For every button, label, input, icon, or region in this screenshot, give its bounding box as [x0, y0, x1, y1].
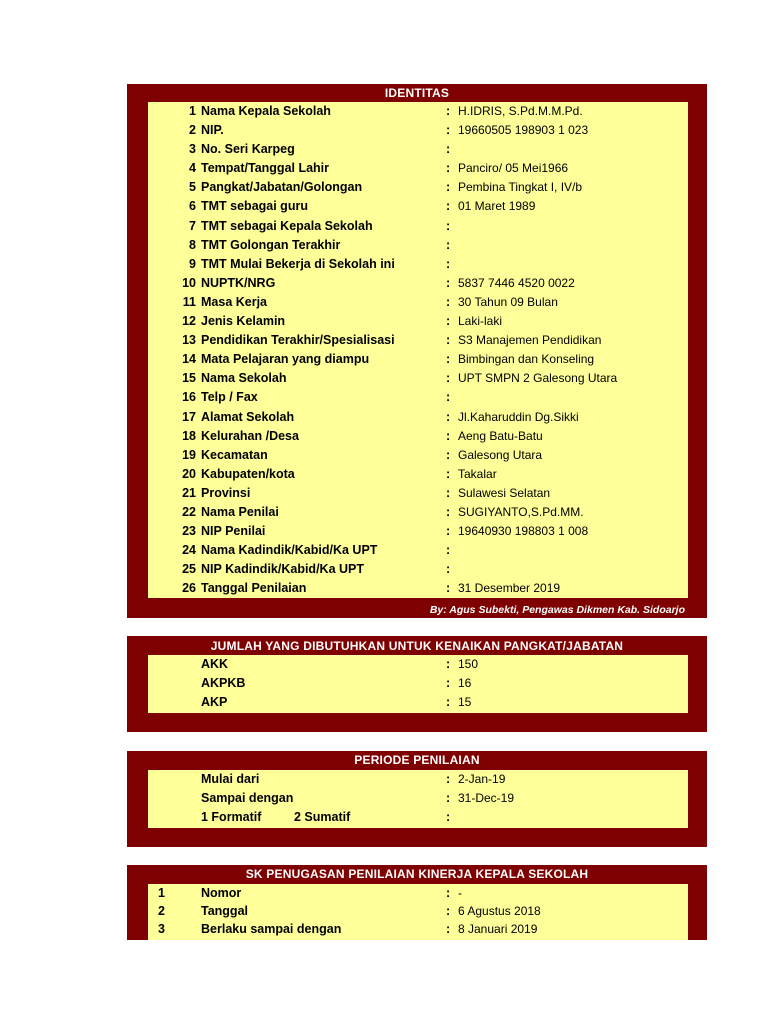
row-number: 10: [182, 275, 196, 290]
row-value: 31 Desember 2019: [458, 581, 561, 596]
row-label: NIP Penilai: [201, 524, 266, 539]
row-number: 11: [182, 294, 196, 309]
row-number: 26: [182, 581, 196, 596]
colon: :: [446, 199, 451, 214]
table-row: [148, 920, 688, 938]
colon: :: [446, 256, 451, 271]
row-number: 13: [182, 333, 196, 348]
row-value: Pembina Tingkat I, IV/b: [458, 180, 583, 195]
table-row: [148, 140, 688, 159]
colon: :: [446, 904, 451, 918]
row-value: Laki-laki: [458, 314, 503, 329]
table-row: [148, 255, 688, 274]
row-value: SUGIYANTO,S.Pd.MM.: [458, 504, 584, 519]
row-number: 5: [189, 180, 196, 195]
row-number: 25: [182, 562, 196, 577]
jumlah-panel: [127, 636, 707, 732]
row-value: UPT SMPN 2 Galesong Utara: [458, 371, 618, 386]
row-value: 8 Januari 2019: [458, 922, 538, 936]
table-row: [148, 902, 688, 920]
table-row: [148, 541, 688, 560]
row-number: 20: [182, 466, 196, 481]
table-row: [148, 293, 688, 312]
sk-title: SK PENUGASAN PENILAIAN KINERJA KEPALA SEKOLAH: [245, 867, 589, 881]
table-row: [148, 674, 688, 693]
colon: :: [446, 237, 451, 252]
colon: :: [446, 142, 451, 157]
colon: :: [446, 466, 451, 481]
colon: :: [446, 791, 451, 805]
row-number: 19: [182, 447, 196, 462]
colon: :: [446, 581, 451, 596]
row-value: Galesong Utara: [458, 447, 543, 462]
row-label: TMT Mulai Bekerja di Sekolah ini: [201, 256, 395, 271]
row-label: AKPKB: [201, 676, 246, 690]
row-label: Mulai dari: [201, 772, 260, 786]
row-label: TMT Golongan Terakhir: [201, 237, 341, 252]
identitas-body: [148, 102, 688, 598]
row-value: 6 Agustus 2018: [458, 904, 541, 918]
row-value: 15: [458, 695, 472, 709]
colon: :: [446, 524, 451, 539]
colon: :: [446, 218, 451, 233]
row-value: H.IDRIS, S.Pd.M.M.Pd.: [458, 104, 583, 118]
colon: :: [446, 104, 451, 118]
colon: :: [446, 543, 451, 558]
row-label: NUPTK/NRG: [201, 275, 276, 290]
colon: :: [446, 485, 451, 500]
table-row: [148, 693, 688, 712]
row-label: Jenis Kelamin: [201, 314, 286, 329]
periode-body: [148, 770, 688, 828]
row-label: Masa Kerja: [201, 294, 268, 309]
jumlah-title: JUMLAH YANG DIBUTUHKAN UNTUK KENAIKAN PANGKAT/JABATAN: [210, 639, 624, 653]
colon: :: [446, 352, 451, 367]
table-row: [148, 102, 688, 121]
colon: :: [446, 676, 451, 690]
row-label: AKK: [201, 657, 229, 671]
row-label: Tempat/Tanggal Lahir: [201, 161, 330, 176]
colon: :: [446, 504, 451, 519]
colon: :: [446, 657, 451, 671]
colon: :: [446, 428, 451, 443]
row-label: Tanggal Penilaian: [201, 581, 307, 596]
row-number: 1: [158, 886, 165, 900]
row-label: Nama Sekolah: [201, 371, 287, 386]
row-label: Kabupaten/kota: [201, 466, 295, 481]
colon: :: [446, 447, 451, 462]
colon: :: [446, 772, 451, 786]
colon: :: [446, 390, 451, 405]
row-label: Nama Kepala Sekolah: [201, 104, 331, 118]
table-row: [148, 446, 688, 465]
colon: :: [446, 333, 451, 348]
table-row: [148, 484, 688, 503]
table-row: [148, 789, 688, 808]
table-row: [148, 159, 688, 178]
row-value: 30 Tahun 09 Bulan: [458, 294, 558, 309]
table-row: [148, 369, 688, 388]
row-number: 22: [182, 504, 196, 519]
row-number: 17: [182, 409, 196, 424]
table-row: [148, 178, 688, 197]
row-value: 19640930 198803 1 008: [458, 524, 589, 539]
row-number: 9: [189, 256, 196, 271]
periode-panel: [127, 751, 707, 847]
row-value: Bimbingan dan Konseling: [458, 352, 595, 367]
table-row: [148, 388, 688, 407]
row-label: NIP.: [201, 123, 224, 138]
table-row: [148, 560, 688, 579]
row-value: 16: [458, 676, 472, 690]
colon: :: [446, 922, 451, 936]
row-label: Kelurahan /Desa: [201, 428, 299, 443]
row-number: 7: [189, 218, 196, 233]
row-label: Telp / Fax: [201, 390, 258, 405]
table-row: [148, 331, 688, 350]
row-label: TMT sebagai guru: [201, 199, 308, 214]
row-value: 19660505 198903 1 023: [458, 123, 589, 138]
sk-panel: [127, 865, 707, 940]
periode-type-row: [148, 808, 688, 827]
colon: :: [446, 161, 451, 176]
row-number: 14: [182, 352, 196, 367]
table-row: [148, 121, 688, 140]
row-value: Sulawesi Selatan: [458, 485, 551, 500]
sumatif-label: 2 Sumatif: [294, 810, 351, 824]
table-row: [148, 197, 688, 216]
row-number: 21: [182, 485, 196, 500]
table-row: [148, 655, 688, 674]
table-row: [148, 236, 688, 255]
credit-text: By: Agus Subekti, Pengawas Dikmen Kab. Sidoarjo: [429, 604, 685, 616]
row-label: Nama Penilai: [201, 504, 279, 519]
row-number: 18: [182, 428, 196, 443]
row-label: Nomor: [201, 886, 242, 900]
row-label: Nama Kadindik/Kabid/Ka UPT: [201, 543, 378, 558]
row-value: Panciro/ 05 Mei1966: [458, 161, 569, 176]
colon: :: [446, 123, 451, 138]
row-number: 16: [182, 390, 196, 405]
row-number: 2: [189, 123, 196, 138]
row-number: 4: [189, 161, 196, 176]
row-value: Aeng Batu-Batu: [458, 428, 543, 443]
table-row: [148, 522, 688, 541]
row-number: 3: [189, 142, 196, 157]
row-label: No. Seri Karpeg: [201, 142, 295, 157]
colon: :: [446, 695, 451, 709]
row-label: Kecamatan: [201, 447, 268, 462]
colon: :: [446, 562, 451, 577]
row-label: Pangkat/Jabatan/Golongan: [201, 180, 363, 195]
colon: :: [446, 275, 451, 290]
row-label: Sampai dengan: [201, 791, 294, 805]
colon: :: [446, 886, 451, 900]
row-label: Mata Pelajaran yang diampu: [201, 352, 370, 367]
row-value: 2-Jan-19: [458, 772, 506, 786]
table-row: [148, 350, 688, 369]
sk-body: [148, 884, 688, 940]
row-label: AKP: [201, 695, 228, 709]
row-number: 1: [189, 104, 196, 118]
periode-title: PERIODE PENILAIAN: [354, 753, 480, 767]
row-value: -: [458, 886, 462, 900]
table-row: [148, 503, 688, 522]
row-number: 6: [189, 199, 196, 214]
table-row: [148, 274, 688, 293]
row-label: Tanggal: [201, 904, 248, 918]
colon: :: [446, 314, 451, 329]
identitas-panel: [127, 84, 707, 618]
table-row: [148, 427, 688, 446]
row-number: 2: [158, 904, 165, 918]
row-number: 23: [182, 524, 196, 539]
table-row: [148, 884, 688, 902]
identitas-title: IDENTITAS: [384, 86, 450, 100]
row-number: 12: [182, 314, 196, 329]
jumlah-body: [148, 655, 688, 713]
row-number: 15: [182, 371, 196, 386]
row-label: NIP Kadindik/Kabid/Ka UPT: [201, 562, 364, 577]
row-value: Jl.Kaharuddin Dg.Sikki: [458, 409, 579, 424]
row-number: 24: [182, 543, 196, 558]
row-value: 01 Maret 1989: [458, 199, 536, 214]
table-row: [148, 312, 688, 331]
row-label: Berlaku sampai dengan: [201, 922, 342, 936]
row-label: TMT sebagai Kepala Sekolah: [201, 218, 373, 233]
row-value: 150: [458, 657, 479, 671]
colon: :: [446, 371, 451, 386]
row-value: 5837 7446 4520 0022: [458, 275, 575, 290]
colon: :: [446, 180, 451, 195]
colon: :: [446, 294, 451, 309]
row-number: 8: [189, 237, 196, 252]
table-row: [148, 465, 688, 484]
row-label: Provinsi: [201, 485, 251, 500]
table-row: [148, 579, 688, 598]
formatif-label: 1 Formatif: [201, 810, 262, 824]
row-value: Takalar: [458, 466, 497, 481]
row-value: 31-Dec-19: [458, 791, 515, 805]
row-number: 3: [158, 922, 165, 936]
table-row: [148, 408, 688, 427]
table-row: [148, 217, 688, 236]
row-value: S3 Manajemen Pendidikan: [458, 333, 602, 348]
colon: :: [446, 409, 451, 424]
table-row: [148, 770, 688, 789]
row-label: Alamat Sekolah: [201, 409, 295, 424]
row-label: Pendidikan Terakhir/Spesialisasi: [201, 333, 395, 348]
colon: :: [446, 810, 451, 824]
